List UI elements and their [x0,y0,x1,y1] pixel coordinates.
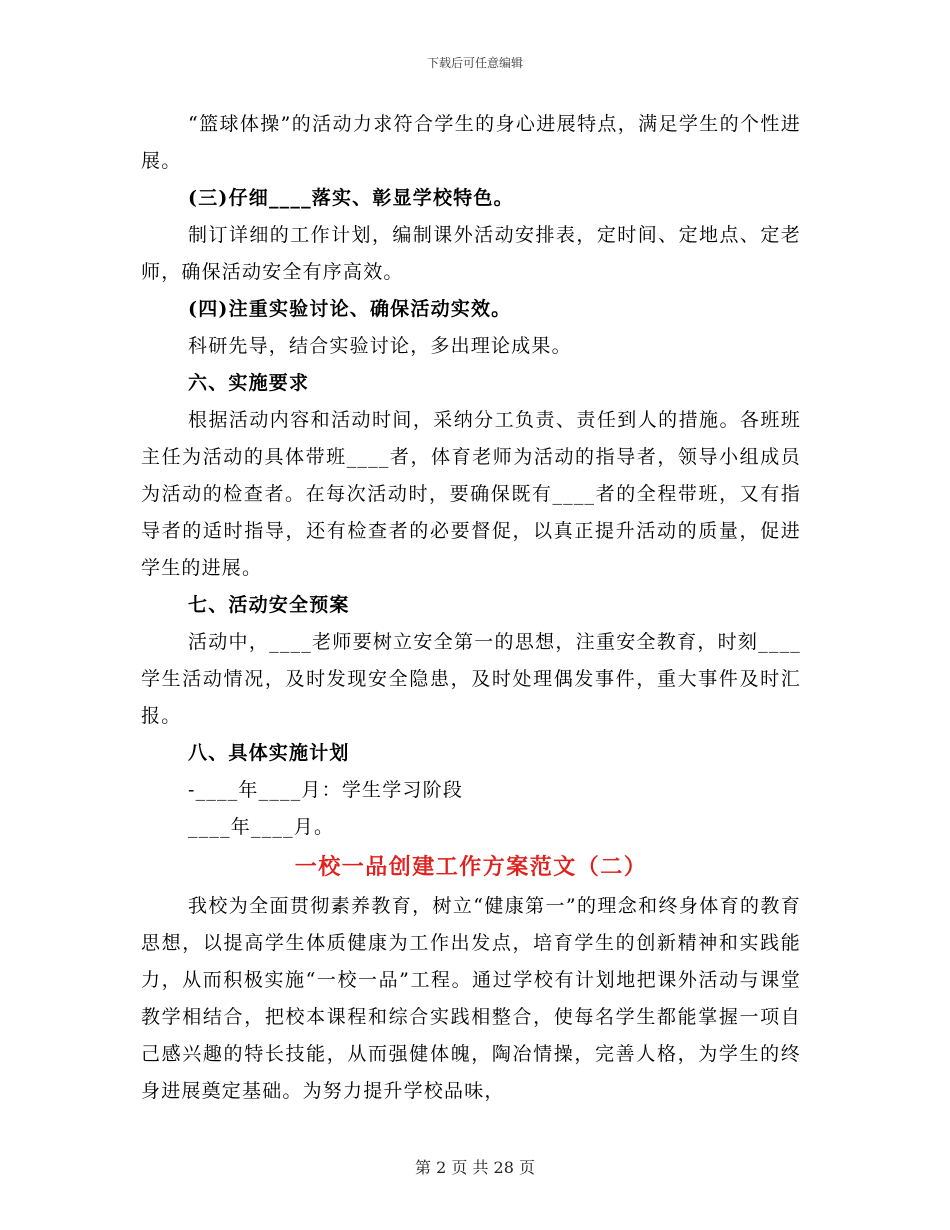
paragraph: 科研先导，结合实验讨论，多出理论成果。 [188,335,572,357]
paragraph: -____年____月：学生学习阶段 [188,779,464,801]
paragraph: 制订详细的工作计划，编制课外活动安排表，定时间、定地点、定老师，确保活动安全有序高效。 [141,224,801,283]
page-header-note: 下载后可任意编辑 [426,56,523,70]
section-heading: 八、具体实施计划 [188,742,350,764]
paragraph: 活动中，____老师要树立安全第一的思想，注重安全教育，时刻____学生活动情况，及时发现安全隐患，及时处理偶发事件，重大事件及时汇报。 [141,631,801,727]
document-title: 一校一品创建工作方案范文（二） [294,854,648,880]
paragraph: “篮球体操”的活动力求符合学生的身心进展特点，满足学生的个性进展。 [141,113,801,172]
page-number: 第 2 页 共 28 页 [415,1158,535,1177]
paragraph: 根据活动内容和活动时间，采纳分工负责、责任到人的措施。各班班主任为活动的具体带班____者，体育老师为活动的指导者，领导小组成员为活动的检查者。在每次活动时，要确保既有____者的全程带班，又有指导者的适时指导，还有检查者的必要督促，以真正提升活动的质量，促进学生的进展。 [141,409,801,579]
section-heading: (四)注重实验讨论、确保活动实效。 [188,298,512,320]
paragraph: 我校为全面贯彻素养教育，树立“健康第一”的理念和终身体育的教育思想，以提高学生体质健康为工作出发点，培育学生的创新精神和实践能力，从而积极实施“一校一品”工程。通过学校有计划地把课外活动与课堂教学相结合，把校本课程和综合实践相整合，使每名学生都能掌握一项自己感兴趣的特长技能，从而强健体魄，陶冶情操，完善人格，为学生的终身进展奠定基础。为努力提升学校品味， [141,895,801,1102]
section-heading: 六、实施要求 [188,372,310,394]
section-heading: 七、活动安全预案 [188,594,350,616]
document-body [141,106,801,1110]
section-heading: (三)仔细____落实、彰显学校特色。 [188,187,514,209]
paragraph: ____年____月。 [188,816,335,838]
